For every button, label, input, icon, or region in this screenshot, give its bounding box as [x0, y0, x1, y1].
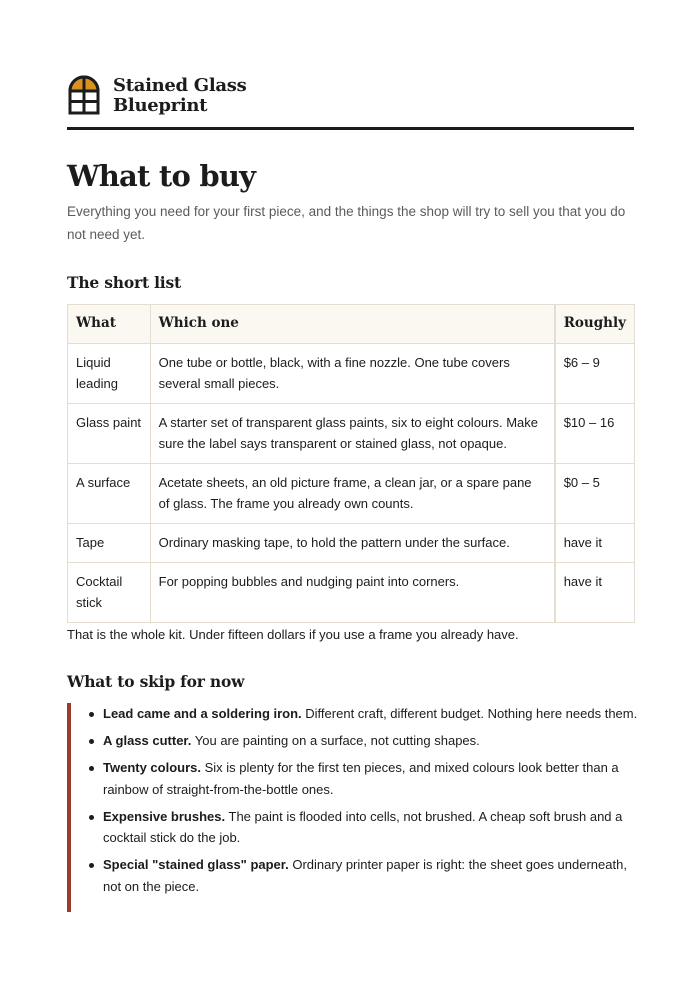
skip-item-term: Lead came and a soldering iron.: [103, 706, 302, 721]
table-row: [68, 464, 635, 524]
cell-what: Cocktail stick: [68, 563, 151, 623]
list-item: [103, 757, 638, 800]
page-title: What to buy: [67, 159, 256, 193]
cell-what: Liquid leading: [68, 344, 151, 404]
list-item: [103, 854, 638, 897]
skip-item-text: Different craft, different budget. Nothing here needs them.: [301, 706, 638, 721]
table-row: [68, 563, 635, 623]
header-divider: [67, 127, 634, 130]
skip-heading: What to skip for now: [67, 672, 245, 691]
skip-item-text: You are painting on a surface, not cutting shapes.: [191, 733, 480, 748]
skip-list: [71, 703, 638, 897]
bullet-icon: [89, 766, 94, 771]
skip-item-term: Twenty colours.: [103, 760, 201, 775]
list-item: [103, 730, 638, 752]
short-list-heading: The short list: [67, 273, 181, 292]
skip-item-text: The paint is flooded into cells, not brushed. A cheap soft brush and a cocktail stick do the job.: [103, 808, 623, 845]
brand-name-line1: Stained Glass: [113, 75, 247, 96]
bullet-icon: [89, 739, 94, 744]
column-header-what: What: [68, 305, 151, 344]
cell-what: Tape: [68, 524, 151, 563]
cell-which-one: A starter set of transparent glass paints, six to eight colours. Make sure the label says transparent or stained glass, not opaque.: [150, 404, 555, 464]
cell-which-one: One tube or bottle, black, with a fine nozzle. One tube covers several small pieces.: [150, 344, 555, 404]
brand-name-line2: Blueprint: [113, 95, 208, 116]
list-item: [103, 806, 638, 849]
kit-table: [67, 304, 635, 623]
cell-roughly: have it: [555, 563, 635, 623]
cell-roughly: have it: [555, 524, 635, 563]
bullet-icon: [89, 712, 94, 717]
brand-name: [113, 76, 313, 116]
table-row: [68, 404, 635, 464]
skip-item-term: Special "stained glass" paper.: [103, 857, 289, 872]
skip-item-text: Ordinary printer paper is right: the sheet goes underneath, not on the piece.: [103, 857, 627, 894]
cell-what: A surface: [68, 464, 151, 524]
bullet-icon: [89, 815, 94, 820]
cell-roughly: $0 – 5: [555, 464, 635, 524]
skip-item-text: Six is plenty for the first ten pieces, and mixed colours look better than a rainbow of straight-from-the-bottle ones.: [103, 760, 619, 797]
arched-window-icon: [67, 74, 101, 115]
skip-callout: [67, 703, 638, 912]
table-header-row: [68, 305, 635, 344]
cell-roughly: $10 – 16: [555, 404, 635, 464]
table-row: [68, 344, 635, 404]
bullet-icon: [89, 863, 94, 868]
column-header-roughly: Roughly: [555, 305, 635, 344]
skip-item-term: A glass cutter.: [103, 733, 192, 748]
cell-which-one: For popping bubbles and nudging paint into corners.: [150, 563, 555, 623]
cell-what: Glass paint: [68, 404, 151, 464]
skip-item-term: Expensive brushes.: [103, 808, 226, 824]
cell-roughly: $6 – 9: [555, 344, 635, 404]
table-row: [68, 524, 635, 563]
list-item: [103, 703, 638, 725]
kit-summary: That is the whole kit. Under fifteen dollars if you use a frame you already have.: [67, 627, 519, 642]
cell-which-one: Acetate sheets, an old picture frame, a clean jar, or a spare pane of glass. The frame you already own counts.: [150, 464, 555, 524]
brand[interactable]: [67, 74, 313, 116]
cell-which-one: Ordinary masking tape, to hold the pattern under the surface.: [150, 524, 555, 563]
page-intro: Everything you need for your first piece, and the things the shop will try to sell you that you do not need yet.: [67, 204, 626, 242]
column-header-which-one: Which one: [150, 305, 555, 344]
